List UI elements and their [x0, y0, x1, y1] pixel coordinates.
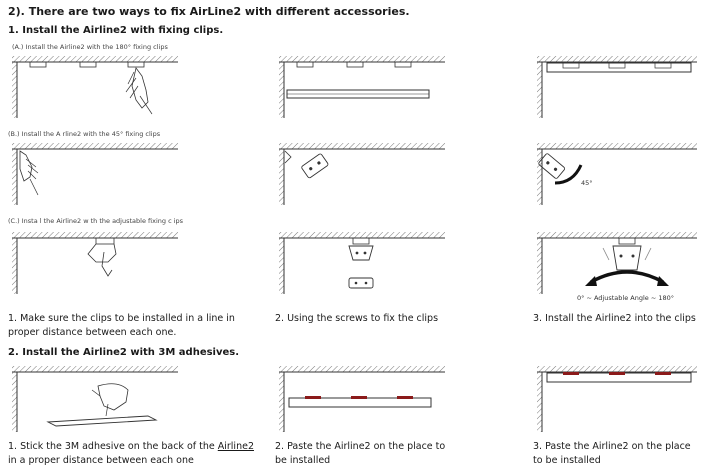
adjustable-angle-label: 0° ~ Adjustable Angle ~ 180°: [577, 294, 674, 302]
diagram-c3-adjustable-angle: [533, 232, 698, 304]
section2-title: 2. Install the Airline2 with 3M adhesives.: [8, 347, 240, 358]
adhesive-strip: [655, 372, 671, 375]
adhesive-strip: [305, 396, 321, 399]
diagram-a3-installed: [533, 56, 698, 118]
diagram-c1-hand-clip: [8, 232, 178, 294]
subheading-a: (A.) Install the Airline2 with the 180° fixing clips: [12, 43, 168, 51]
adhesive-step2-caption: 2. Paste the Airline2 on the place to be installed: [275, 441, 446, 466]
diagram-2-1-stick-adhesive: [8, 366, 178, 432]
diagram-c2-adjustable-clip: [275, 232, 445, 294]
diagram-b2-clip-45: [275, 143, 445, 205]
subheading-c: (C.) Insta l the Airline2 w th the adjustable fixing c ips: [8, 217, 184, 225]
page-heading: 2). There are two ways to fix AirLine2 with different accessories.: [8, 5, 410, 18]
adhesive-step3-caption: 3. Paste the Airline2 on the place to be installed: [533, 441, 691, 466]
adhesive-strip: [609, 372, 625, 375]
section1-title: 1. Install the Airline2 with fixing clips.: [8, 25, 224, 36]
adhesive-strip: [351, 396, 367, 399]
adhesive-step1-pre: 1. Stick the 3M adhesive on the back of the: [8, 441, 215, 452]
diagram-a1-hand-clip: [8, 56, 178, 118]
diagram-b1-hand-clip: [8, 143, 178, 205]
adhesive-step1-caption: [8, 440, 258, 468]
diagram-2-2-paste-rail: [275, 366, 445, 432]
diagram-2-3-installed: [533, 366, 698, 432]
adhesive-strip: [397, 396, 413, 399]
angle-45-label: 45°: [581, 179, 593, 187]
subheading-b: (B.) Install the A rline2 with the 45° fixing clips: [8, 130, 161, 138]
step2-caption: 2. Using the screws to fix the clips: [275, 313, 439, 324]
diagram-b3-installed-45: [533, 143, 698, 205]
airline2-link: Airline2: [217, 441, 254, 452]
adhesive-step1-post: in a proper distance between each one: [8, 455, 194, 466]
diagram-a2-clips-rail: [275, 56, 445, 118]
step3-caption: 3. Install the Airline2 into the clips: [533, 313, 696, 324]
adhesive-strip: [563, 372, 579, 375]
step1-caption: 1. Make sure the clips to be installed in a line in proper distance between each one.: [8, 313, 235, 338]
